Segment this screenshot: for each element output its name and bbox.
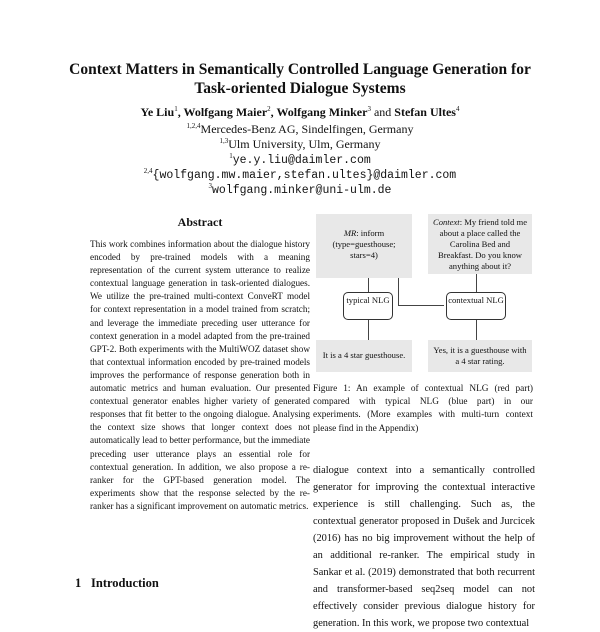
email-sup: 1	[229, 152, 233, 160]
mr-label: MR	[343, 228, 357, 238]
section-number: 1	[75, 576, 82, 590]
section-title: Introduction	[91, 576, 159, 590]
connector-typical-down	[368, 320, 369, 340]
typical-output-box	[316, 340, 412, 372]
abstract-heading: Abstract	[177, 215, 223, 229]
author-name: Wolfgang Minker	[276, 105, 368, 119]
connector-mr-right	[398, 278, 399, 306]
email-2	[40, 167, 560, 182]
author-name: Ye Liu	[140, 105, 175, 119]
context-label: Context	[432, 217, 460, 227]
email-3	[40, 182, 560, 197]
affiliation-sup: 1,3	[219, 137, 229, 145]
connector-mr-down	[368, 278, 369, 292]
contextual-output-box	[428, 340, 532, 372]
author-and: and	[370, 105, 395, 119]
context-box	[428, 214, 532, 274]
abstract-text: This work combines information about the dialogue history encoded by pre-trained models with a meaning representation of the current system utterance to realize contextual language generation in task-oriented dialogues. We utilize the pre-trained multi-context ConveRT model for context representation in a model trained from scratch; and leverage the immediate preceding user utterance for context generation in a model adapted from the pre-trained GPT-2. Both experiments with the MultiWOZ dataset show that contextual information encoded by pre-trained models improves the performance of response generation both in automatic metrics and human evaluation. Our presented contextual generator enables higher variety of generated responses that fit better to the ongoing dialogue. Analysing the context size shows that longer context does not automatically lead to better performance, but the immediate preceding user utterance plays an essential role for contextual generation. In addition, we also propose a re-ranker for the GPT-based generation model. The experiments show that the response selected by the re-ranker has a significant improvement on automatic metrics.	[90, 239, 310, 511]
section-heading	[75, 576, 159, 591]
mr-box	[316, 214, 412, 278]
author-sup: 2	[267, 105, 271, 113]
contextual-output-text: Yes, it is a guesthouse with a 4 star rating.	[433, 345, 527, 366]
affiliation-text: Ulm University, Ulm, Germany	[228, 137, 381, 151]
typical-nlg-box	[343, 292, 393, 320]
connector-context-down	[476, 274, 477, 292]
context-text: : My friend told me about a place called the Carolina Bed and Breakfast. Do you know anything about it?	[437, 217, 528, 271]
paper-title	[40, 60, 560, 98]
author-sup: 4	[455, 105, 460, 113]
title-line-2: Task-oriented Dialogue Systems	[194, 80, 406, 97]
author-separator: ,	[177, 105, 184, 119]
author-name: Stefan Ultes	[394, 105, 456, 119]
author-sup: 1	[174, 105, 178, 113]
connector-mr-horizontal	[398, 305, 444, 306]
affiliation-1	[40, 122, 560, 137]
typical-output-text: It is a 4 star guesthouse.	[322, 350, 406, 360]
author-list	[40, 105, 560, 120]
figure-caption: Figure 1: An example of contextual NLG (red part) compared with typical NLG (blue part) in our experiments. (More examples with multi-turn context please find in the Appendix)	[313, 384, 533, 434]
affiliation-sup: 1,2,4	[186, 122, 201, 130]
author-sup: 3	[367, 105, 371, 113]
contextual-nlg-box	[446, 292, 506, 320]
typical-nlg-label: typical NLG	[346, 295, 390, 305]
contextual-nlg-label: contextual NLG	[448, 295, 504, 305]
body-paragraph: dialogue context into a semantically controlled generator for improving the contextual interactive experience is still challenging. Such as, the contextual generator proposed in Dušek and Jurcicek (2016) has no big improvement without the help of an additional re-ranker. The empirical study in Sankar et al. (2019) demonstrated that both recurrent and transformer-based seq2seq model can not effectively consider previous dialogue history for generation. In this work, we propose two contextual	[313, 465, 535, 629]
affiliation-2	[40, 137, 560, 152]
author-separator: ,	[270, 105, 277, 119]
email-1	[40, 152, 560, 167]
author-name: Wolfgang Maier	[183, 105, 268, 119]
title-line-1: Context Matters in Semantically Controlled Language Generation for	[69, 61, 531, 78]
connector-contextual-down	[476, 320, 477, 340]
email-sup: 3	[208, 182, 213, 190]
email-text: wolfgang.minker@uni-ulm.de	[212, 184, 392, 197]
affiliation-text: Mercedes-Benz AG, Sindelfingen, Germany	[200, 122, 414, 136]
email-text: {wolfgang.mw.maier,stefan.ultes}@daimler.com	[152, 169, 457, 182]
email-sup: 2,4	[143, 167, 153, 175]
mr-text: : inform (type=guesthouse; stars=4)	[332, 228, 396, 260]
email-text: ye.y.liu@daimler.com	[232, 154, 371, 167]
